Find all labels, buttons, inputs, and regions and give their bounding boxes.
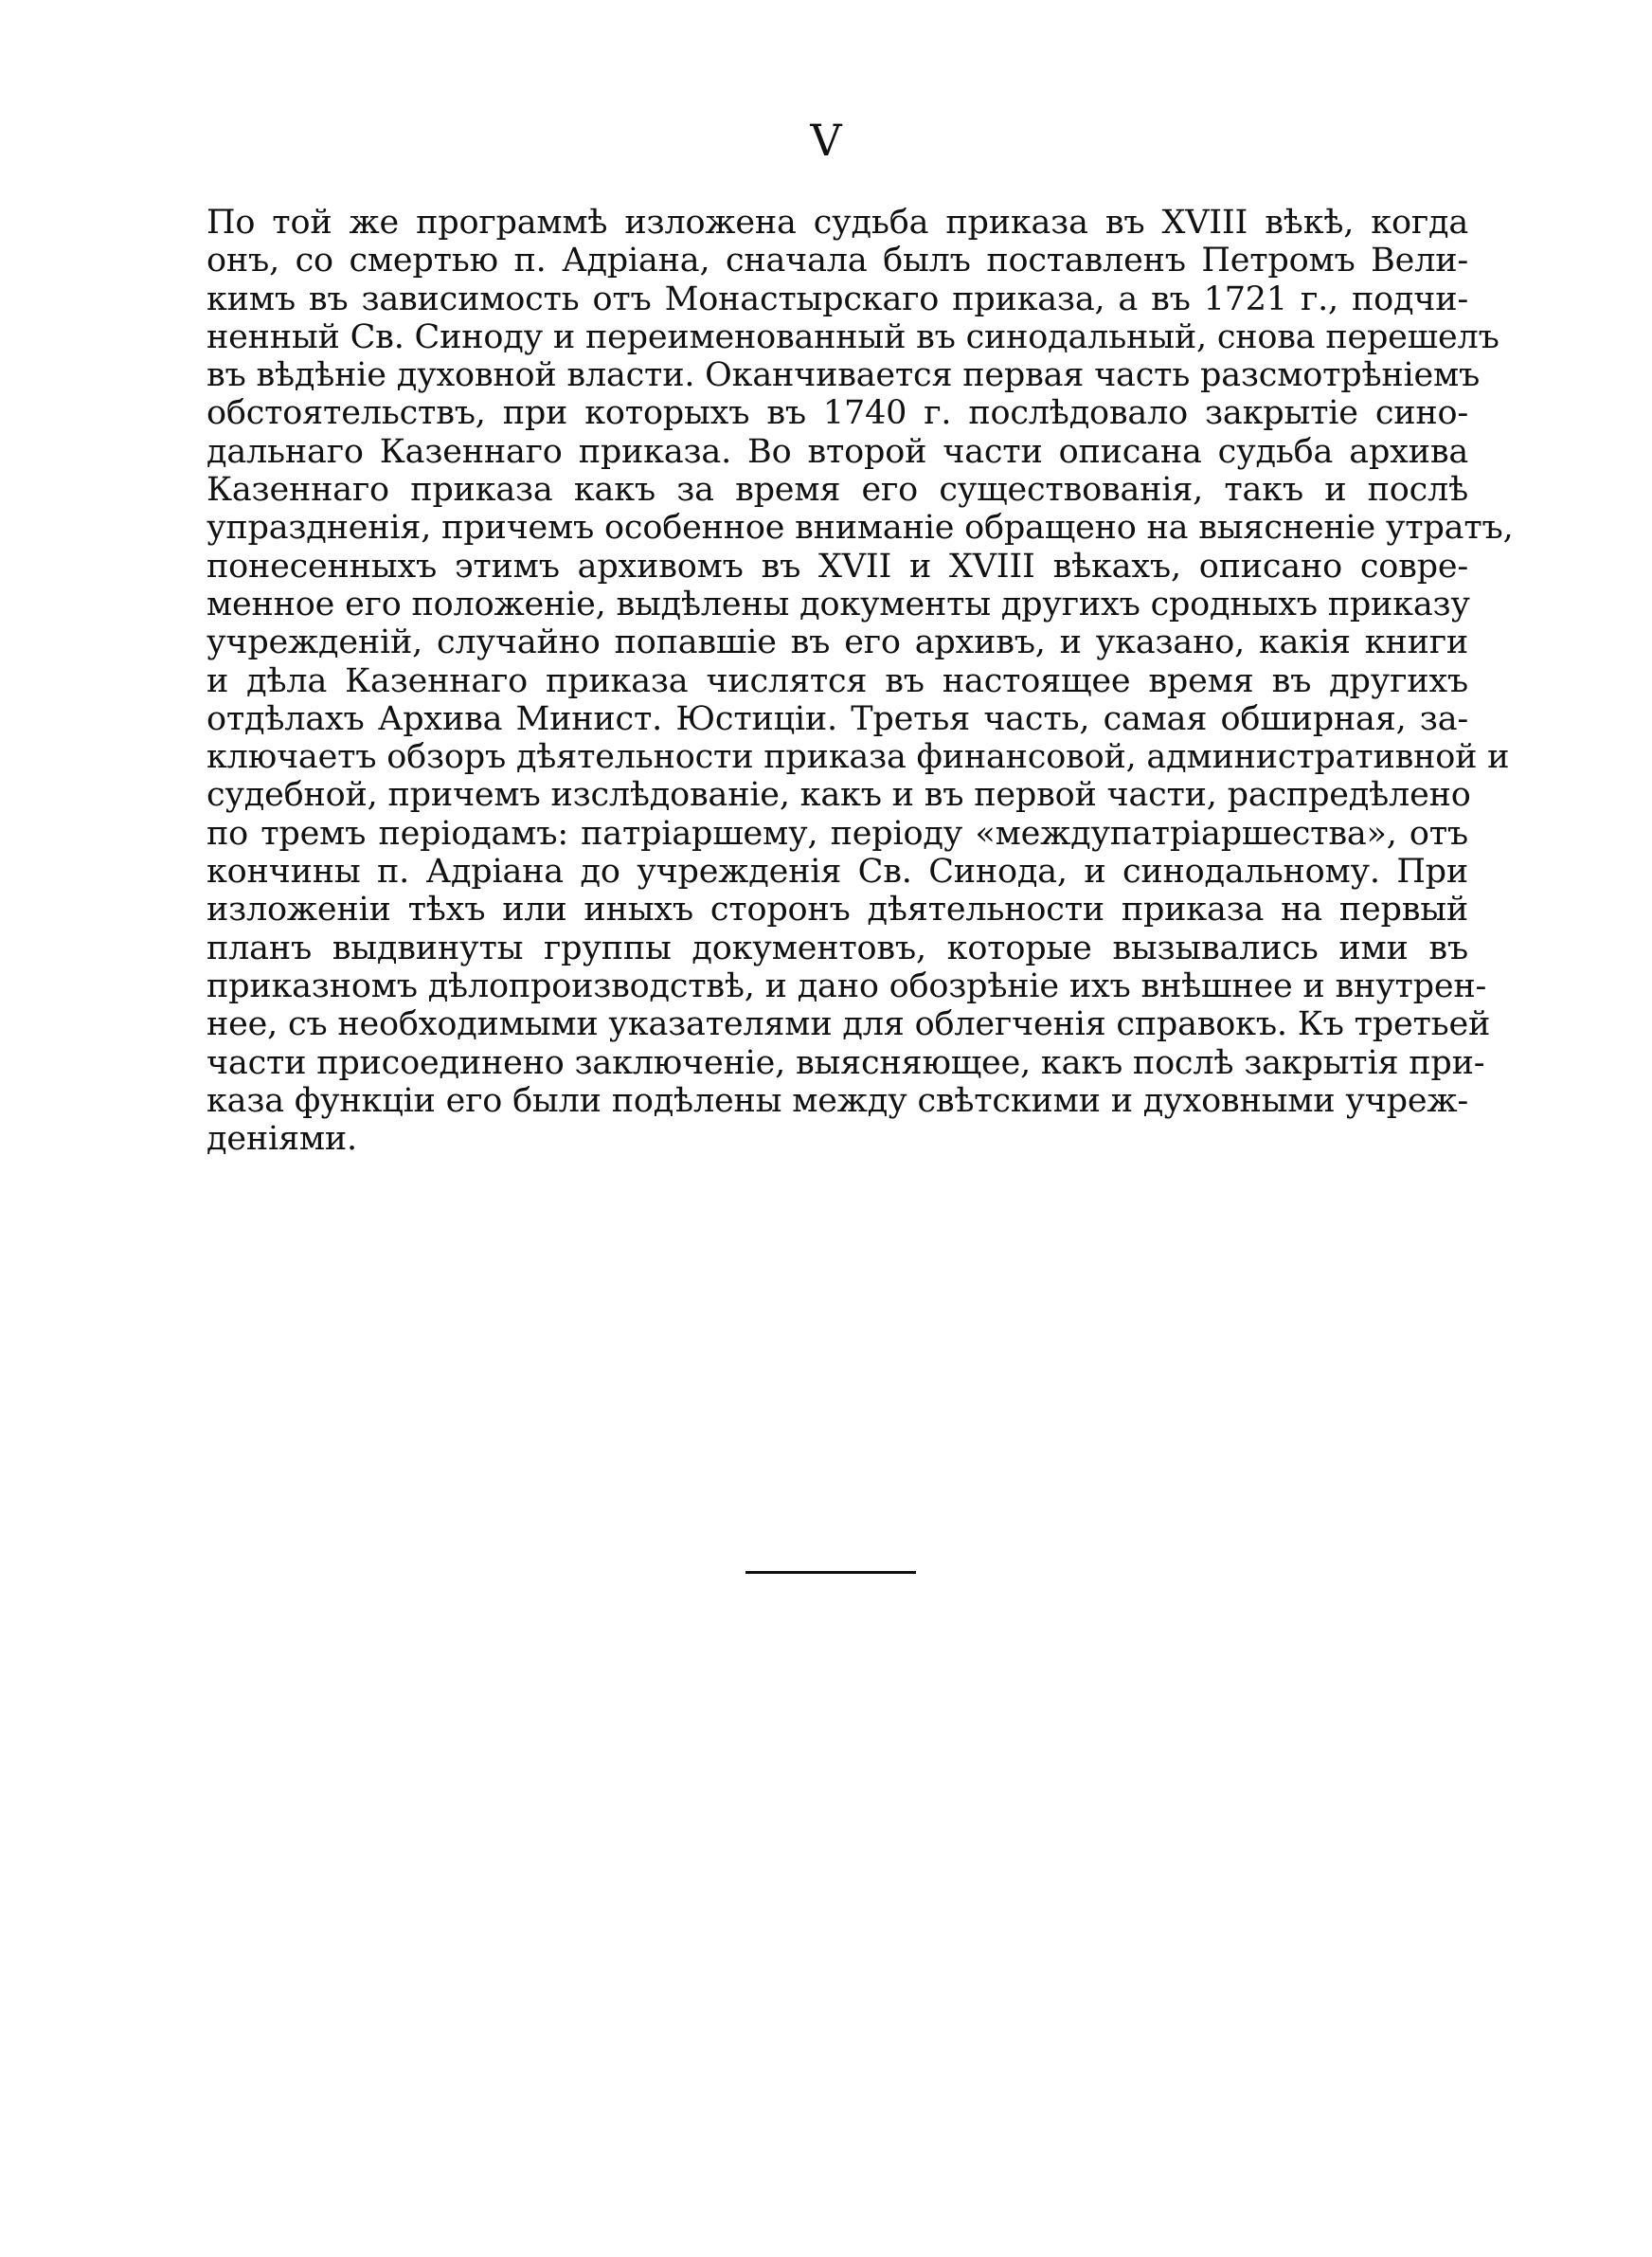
text-line: упраздненія, причемъ особенное вниманіе обращено на выясненіе утратъ, — [206, 509, 1514, 548]
text-line: онъ, со смертью п. Адріана, сначала былъ поставленъ Петромъ Вели- — [206, 242, 1468, 280]
text-line: по тремъ періодамъ: патріаршему, періоду «междупатріаршества», отъ — [206, 814, 1468, 853]
text-line: въ вѣдѣніе духовной власти. Оканчивается первая часть разсмотрѣніемъ — [206, 356, 1481, 395]
text-line: менное его положеніе, выдѣлены документы другихъ сродныхъ приказу — [206, 585, 1470, 623]
text-line: обстоятельствъ, при которыхъ въ 1740 г. послѣдовало закрытіе сино- — [206, 394, 1468, 433]
text-line: кимъ въ зависимость отъ Монастырскаго приказа, а въ 1721 г., подчи- — [206, 280, 1468, 318]
text-line: каза функціи его были подѣлены между свѣтскими и духовными учреж- — [206, 1081, 1468, 1120]
text-line: отдѣлахъ Архива Минист. Юстиціи. Третья часть, самая обширная, за- — [206, 699, 1468, 738]
text-line: кончины п. Адріана до учрежденія Св. Синода, и синодальному. При — [206, 853, 1468, 892]
text-line: планъ выдвинуты группы документовъ, которые вызывались ими въ — [206, 929, 1468, 967]
page-number: V — [810, 115, 842, 166]
text-line: ненный Св. Синоду и переименованный въ синодальный, снова перешелъ — [206, 317, 1499, 356]
text-line: По той же программѣ изложена судьба приказа въ XVIII вѣкѣ, когда — [206, 204, 1468, 242]
text-line: и дѣла Казеннаго приказа числятся въ настоящее время въ другихъ — [206, 661, 1468, 700]
text-line: Казеннаго приказа какъ за время его существованія, такъ и послѣ — [206, 471, 1468, 510]
text-line: учрежденій, случайно попавшіе въ его архивъ, и указано, какія книги — [206, 623, 1468, 662]
body-text — [206, 204, 1514, 1159]
section-divider-rule — [745, 1571, 916, 1574]
text-line: части присоединено заключеніе, выясняющее, какъ послѣ закрытія при- — [206, 1043, 1485, 1082]
text-line: приказномъ дѣлопроизводствѣ, и дано обозрѣніе ихъ внѣшнее и внутрен- — [206, 966, 1487, 1005]
text-line: дальнаго Казеннаго приказа. Во второй части описана судьба архива — [206, 432, 1468, 471]
text-line: судебной, причемъ изслѣдованіе, какъ и въ первой части, распредѣлено — [206, 776, 1471, 815]
text-line: ключаетъ обзоръ дѣятельности приказа финансовой, административной и — [206, 738, 1510, 777]
text-line: нее, съ необходимыми указателями для облегченія справокъ. Къ третьей — [206, 1005, 1491, 1044]
text-line: понесенныхъ этимъ архивомъ въ XVII и XVIII вѣкахъ, описано совре- — [206, 547, 1468, 586]
text-line: изложеніи тѣхъ или иныхъ сторонъ дѣятельности приказа на первый — [206, 891, 1468, 930]
text-line-last: деніями. — [206, 1120, 357, 1159]
